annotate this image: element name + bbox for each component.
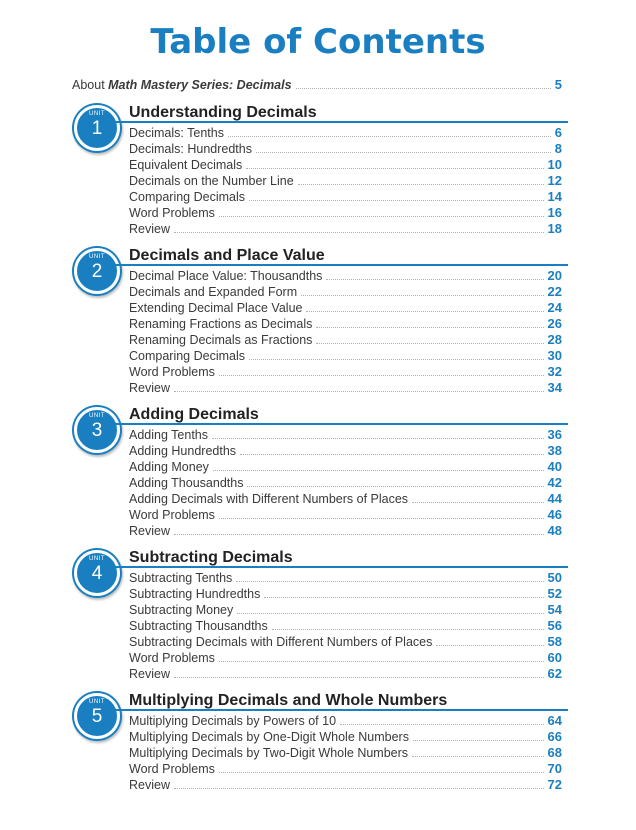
lesson-title: Decimals and Expanded Form — [129, 285, 298, 299]
toc-entry[interactable] — [129, 443, 562, 459]
toc-entry[interactable] — [129, 157, 562, 173]
leader-dots — [236, 571, 543, 582]
lesson-title: Adding Tenths — [129, 428, 208, 442]
leader-dots — [316, 333, 543, 344]
lesson-title: Adding Money — [129, 460, 209, 474]
lesson-title: Review — [129, 222, 170, 236]
leader-dots — [298, 174, 544, 185]
page-number: 52 — [547, 586, 562, 601]
page-title: Table of Contents — [150, 22, 486, 62]
page-number: 44 — [547, 491, 562, 506]
leader-dots — [247, 476, 543, 487]
unit-divider — [106, 264, 568, 266]
unit-title[interactable]: Multiplying Decimals and Whole Numbers — [129, 692, 448, 709]
page-number: 30 — [547, 348, 562, 363]
unit-title[interactable]: Subtracting Decimals — [129, 549, 293, 566]
page-number: 18 — [547, 221, 562, 236]
toc-entry[interactable] — [129, 189, 562, 205]
leader-dots — [219, 762, 544, 773]
page-number: 62 — [547, 666, 562, 681]
leader-dots — [228, 126, 551, 137]
lesson-title: Word Problems — [129, 508, 215, 522]
toc-entry[interactable] — [129, 316, 562, 332]
leader-dots — [174, 778, 544, 789]
lesson-title: Renaming Decimals as Fractions — [129, 333, 313, 347]
unit-badge-word: UNIT — [89, 699, 105, 705]
about-label: About Math Mastery Series: Decimals — [72, 78, 292, 92]
lesson-title: Review — [129, 381, 170, 395]
lesson-title: Comparing Decimals — [129, 190, 246, 204]
leader-dots — [219, 206, 544, 217]
toc-entry[interactable] — [129, 427, 562, 443]
toc-entry[interactable] — [129, 205, 562, 221]
unit-title[interactable]: Decimals and Place Value — [129, 247, 325, 264]
page-number: 14 — [547, 189, 562, 204]
lesson-title: Adding Decimals with Different Numbers of Places — [129, 492, 409, 506]
toc-entry[interactable] — [129, 618, 562, 634]
page-number: 34 — [547, 380, 562, 395]
leader-dots — [301, 285, 543, 296]
page-number: 12 — [547, 173, 562, 188]
unit-divider — [106, 709, 568, 711]
leader-dots — [246, 158, 543, 169]
toc-entry[interactable] — [129, 364, 562, 380]
page-number: 36 — [547, 427, 562, 442]
lesson-title: Review — [129, 667, 170, 681]
lesson-title: Multiplying Decimals by One-Digit Whole Numbers — [129, 730, 409, 744]
page-number: 68 — [547, 745, 562, 760]
unit-badge-word: UNIT — [89, 254, 105, 260]
toc-entry[interactable] — [129, 602, 562, 618]
leader-dots — [240, 444, 544, 455]
unit-divider — [106, 566, 568, 568]
unit-badge — [74, 550, 120, 596]
lesson-title: Subtracting Thousandths — [129, 619, 268, 633]
toc-entry[interactable] — [129, 666, 562, 682]
toc-entry[interactable] — [129, 586, 562, 602]
leader-dots — [296, 78, 551, 89]
toc-entry[interactable] — [129, 745, 562, 761]
unit-title[interactable]: Understanding Decimals — [129, 104, 317, 121]
lesson-title: Word Problems — [129, 651, 215, 665]
page-number: 48 — [547, 523, 562, 538]
leader-dots — [412, 492, 543, 503]
lesson-title: Multiplying Decimals by Powers of 10 — [129, 714, 337, 728]
page-number: 6 — [554, 125, 562, 140]
unit-badge-word: UNIT — [89, 111, 105, 117]
leader-dots — [340, 714, 544, 725]
lesson-title: Adding Thousandths — [129, 476, 244, 490]
toc-entry[interactable] — [129, 284, 562, 300]
leader-dots — [326, 269, 543, 280]
page-number: 66 — [547, 729, 562, 744]
page-number: 8 — [554, 141, 562, 156]
leader-dots — [174, 524, 544, 535]
page-number: 60 — [547, 650, 562, 665]
lesson-title: Decimal Place Value: Thousandths — [129, 269, 323, 283]
toc-entry[interactable] — [129, 141, 562, 157]
leader-dots — [249, 190, 544, 201]
toc-entry[interactable] — [129, 380, 562, 396]
unit-divider — [106, 423, 568, 425]
leader-dots — [436, 635, 543, 646]
toc-entry[interactable] — [129, 173, 562, 189]
toc-entry[interactable] — [129, 507, 562, 523]
toc-entry[interactable] — [129, 523, 562, 539]
toc-entry[interactable] — [129, 650, 562, 666]
toc-entry[interactable] — [129, 221, 562, 237]
page-number: 40 — [547, 459, 562, 474]
unit-title[interactable]: Adding Decimals — [129, 406, 259, 423]
lesson-title: Subtracting Hundredths — [129, 587, 261, 601]
leader-dots — [256, 142, 551, 153]
unit-badge — [74, 248, 120, 294]
lesson-title: Subtracting Money — [129, 603, 234, 617]
unit-divider — [106, 121, 568, 123]
lesson-title: Review — [129, 524, 170, 538]
unit-badge — [74, 407, 120, 453]
lesson-title: Multiplying Decimals by Two-Digit Whole Numbers — [129, 746, 409, 760]
toc-entry[interactable] — [129, 268, 562, 284]
page-number: 24 — [547, 300, 562, 315]
lesson-title: Word Problems — [129, 365, 215, 379]
page-number: 20 — [547, 268, 562, 283]
leader-dots — [237, 603, 543, 614]
lesson-title: Subtracting Decimals with Different Numbers of Places — [129, 635, 433, 649]
lesson-title: Decimals on the Number Line — [129, 174, 294, 188]
page-number: 50 — [547, 570, 562, 585]
lesson-title: Renaming Fractions as Decimals — [129, 317, 313, 331]
lesson-title: Word Problems — [129, 206, 215, 220]
toc-entry[interactable] — [129, 332, 562, 348]
page-number: 42 — [547, 475, 562, 490]
page-number: 64 — [547, 713, 562, 728]
page-number: 5 — [554, 77, 562, 92]
toc-entry[interactable] — [129, 491, 562, 507]
lesson-title: Equivalent Decimals — [129, 158, 243, 172]
page-number: 16 — [547, 205, 562, 220]
leader-dots — [272, 619, 544, 630]
toc-entry[interactable] — [129, 125, 562, 141]
page-number: 70 — [547, 761, 562, 776]
lesson-title: Review — [129, 778, 170, 792]
page-number: 38 — [547, 443, 562, 458]
leader-dots — [264, 587, 543, 598]
unit-badge-number: 4 — [91, 563, 103, 584]
lesson-title: Extending Decimal Place Value — [129, 301, 303, 315]
leader-dots — [316, 317, 543, 328]
toc-entry[interactable] — [129, 570, 562, 586]
leader-dots — [212, 428, 544, 439]
leader-dots — [219, 651, 544, 662]
lesson-title: Word Problems — [129, 762, 215, 776]
unit-badge-word: UNIT — [89, 556, 105, 562]
lesson-title: Comparing Decimals — [129, 349, 246, 363]
page-number: 32 — [547, 364, 562, 379]
leader-dots — [249, 349, 544, 360]
leader-dots — [219, 508, 544, 519]
lesson-title: Decimals: Hundredths — [129, 142, 252, 156]
page-number: 72 — [547, 777, 562, 792]
toc-entry[interactable] — [129, 761, 562, 777]
leader-dots — [213, 460, 544, 471]
toc-entry[interactable] — [129, 777, 562, 793]
page-number: 56 — [547, 618, 562, 633]
leader-dots — [413, 730, 544, 741]
unit-badge-number: 1 — [91, 118, 103, 139]
unit-badge — [74, 693, 120, 739]
page-number: 28 — [547, 332, 562, 347]
page-number: 26 — [547, 316, 562, 331]
page-number: 58 — [547, 634, 562, 649]
leader-dots — [174, 222, 544, 233]
lesson-title: Adding Hundredths — [129, 444, 237, 458]
lesson-title: Decimals: Tenths — [129, 126, 224, 140]
lesson-title: Subtracting Tenths — [129, 571, 233, 585]
toc-entry[interactable] — [129, 634, 562, 650]
leader-dots — [306, 301, 543, 312]
toc-entry[interactable] — [129, 348, 562, 364]
unit-badge — [74, 105, 120, 151]
toc-entry[interactable] — [129, 713, 562, 729]
unit-badge-number: 2 — [91, 261, 103, 282]
toc-entry[interactable] — [129, 300, 562, 316]
toc-entry[interactable] — [129, 475, 562, 491]
page-number: 54 — [547, 602, 562, 617]
unit-badge-number: 3 — [91, 420, 103, 441]
page-number: 22 — [547, 284, 562, 299]
leader-dots — [219, 365, 544, 376]
leader-dots — [174, 667, 544, 678]
page-number: 10 — [547, 157, 562, 172]
toc-entry[interactable] — [129, 459, 562, 475]
unit-badge-number: 5 — [91, 706, 103, 727]
toc-entry[interactable] — [129, 729, 562, 745]
leader-dots — [412, 746, 544, 757]
leader-dots — [174, 381, 544, 392]
unit-badge-word: UNIT — [89, 413, 105, 419]
about-entry[interactable] — [72, 77, 562, 93]
page-number: 46 — [547, 507, 562, 522]
